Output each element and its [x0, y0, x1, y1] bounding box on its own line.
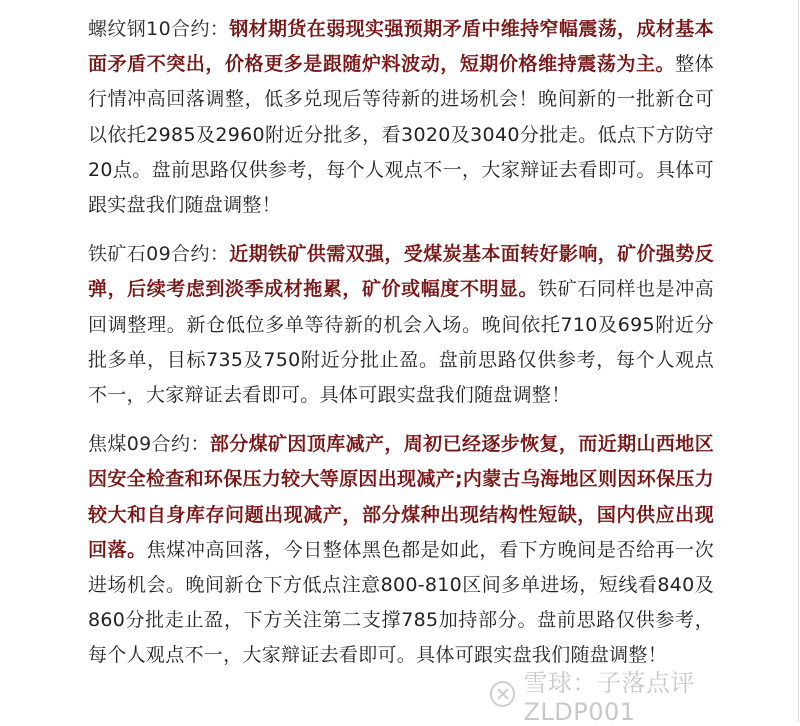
body-text-coking-coal: 焦煤冲高回落，今日整体黑色都是如此，看下方晚间是否给再一次进场机会。晚间新仓下方低点注意800-810区间多单进场，短线看840及860分批走止盈，下方关注第二支撑785加持部分。盘前思路仅供参考，每个人观点不一，大家辩证去看即可。具体可跟实盘我们随盘调整！ — [88, 538, 714, 667]
page-edge-divider — [798, 0, 799, 722]
xueqiu-logo-icon — [490, 681, 515, 707]
paragraph-rebar — [88, 12, 714, 223]
emphasis-text-iron-ore: 近期铁矿供需双强，受煤炭基本面转好影响，矿价强势反弹，后续考虑到淡季成材拖累，矿价或幅度不明显。 — [88, 243, 714, 301]
paragraph-iron-ore — [88, 237, 714, 413]
body-text-iron-ore: 铁矿石同样也是冲高回调整理。新仓低位多单等待新的机会入场。晚间依托710及695附近分批多单，目标735及750附近分批止盈。盘前思路仅供参考，每个人观点不一，大家辩证去看即可。具体可跟实盘我们随盘调整！ — [88, 278, 715, 407]
emphasis-text-rebar: 钢材期货在弱现实强预期矛盾中维持窄幅震荡，成材基本面矛盾不突出，价格更多是跟随炉料波动，短期价格维持震荡为主。 — [88, 18, 714, 76]
contract-label-coking-coal: 焦煤09合约： — [88, 433, 210, 456]
contract-label-rebar: 螺纹钢10合约： — [88, 18, 230, 40]
article-body — [88, 12, 714, 674]
contract-label-iron-ore: 铁矿石09合约： — [88, 243, 230, 266]
paragraph-coking-coal — [88, 427, 714, 673]
body-text-rebar: 整体行情冲高回落调整，低多兑现后等待新的进场机会！晚间新的一批新仓可以依托2985及2960附近分批多，看3020及3040分批走。低点下方防守20点。盘前思路仅供参考，每个人观点不一，大家辩证去看即可。具体可跟实盘我们随盘调整！ — [88, 53, 714, 217]
watermark — [490, 668, 800, 726]
watermark-text: 雪球：子落点评ZLDP001 — [523, 668, 695, 726]
emphasis-text-coking-coal: 部分煤矿因顶库减产，周初已经逐步恢复，而近期山西地区因安全检查和环保压力较大等原因出现减产;内蒙古乌海地区则因环保压力较大和自身库存问题出现减产，部分煤种出现结构性短缺，国内供应出现回落。 — [88, 433, 714, 561]
